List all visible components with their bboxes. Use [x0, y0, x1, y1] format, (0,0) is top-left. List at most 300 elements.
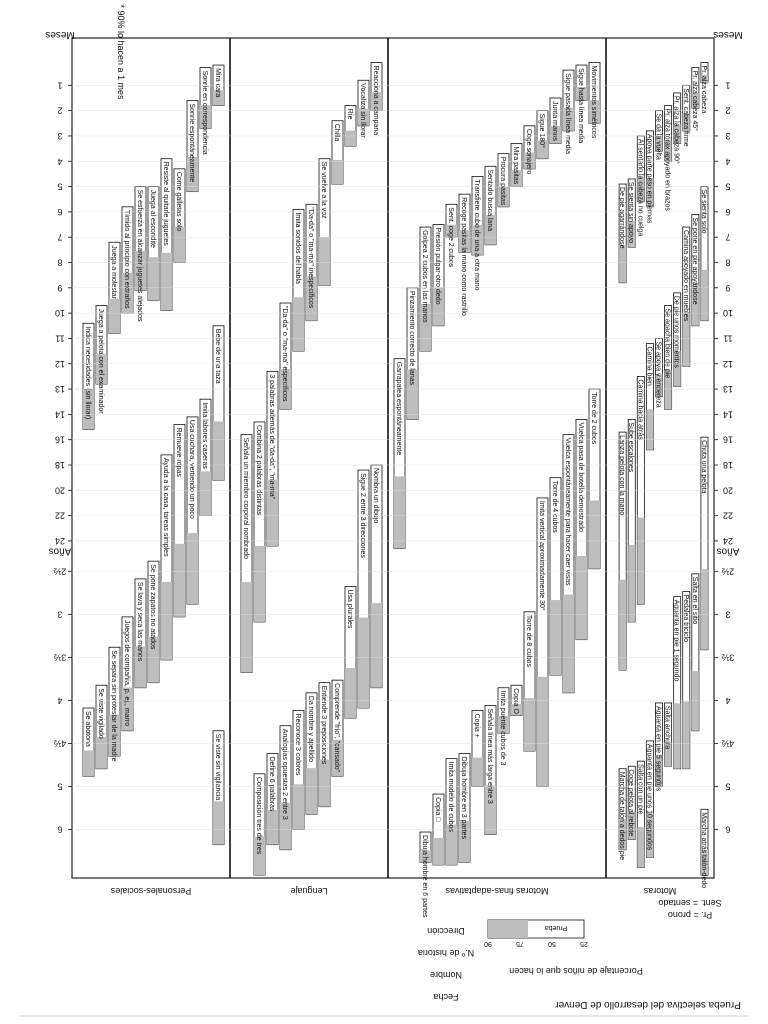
- item: [472, 176, 483, 290]
- item-label: Chuta una pelota: [699, 440, 707, 494]
- item: [174, 169, 185, 263]
- item-bar-shade: [674, 703, 681, 768]
- item: [345, 587, 356, 719]
- item: [691, 68, 699, 132]
- item-label: Se agacha bien de pie: [663, 308, 671, 379]
- item-label: Al sentarlo la cabeza no cuelga: [636, 138, 644, 237]
- item-label: Se separa sin protestar de la madre: [110, 650, 117, 762]
- item-label: Aguanta en pie 5 segundos: [654, 705, 662, 792]
- item-bar-shade: [161, 582, 172, 660]
- item-label: Pr. alza la cabeza 90°: [672, 95, 680, 164]
- item: [691, 574, 699, 731]
- axis-tick-label: 2: [725, 105, 731, 116]
- item: [187, 417, 198, 604]
- item-label: Se sienta solo: [699, 189, 707, 234]
- item: [645, 344, 653, 450]
- months-label: Meses: [713, 29, 743, 40]
- item-label: Imita modelo de cubos: [447, 761, 454, 833]
- axis-tick-label: 24: [54, 535, 66, 546]
- section-label: Motoras finas-adaptativas: [445, 886, 549, 896]
- item: [618, 184, 626, 283]
- axis-tick-label: 5: [57, 781, 63, 792]
- item-bar-shade: [187, 533, 198, 604]
- item-label: Coge sonajero: [525, 128, 532, 175]
- item: [332, 121, 343, 184]
- item: [241, 435, 252, 673]
- item-bar-shade: [213, 801, 224, 844]
- item: [446, 759, 457, 865]
- axis-tick-label: 20: [54, 485, 66, 496]
- item-bar-shade: [701, 569, 708, 650]
- item: [645, 131, 653, 224]
- axis-tick-label: 12: [54, 358, 66, 369]
- axis-tick-label: 16: [54, 434, 66, 445]
- item: [267, 754, 278, 845]
- item-bar-shade: [358, 618, 369, 708]
- axis-tick-label: 4: [725, 695, 731, 706]
- item: [213, 731, 224, 845]
- item: [161, 455, 172, 660]
- item: [673, 597, 681, 769]
- axis-tick-label: 20: [722, 485, 734, 496]
- item-bar-shade: [345, 668, 356, 718]
- item: [407, 288, 418, 420]
- axis-tick-label: 2: [57, 105, 63, 116]
- item-label: Se pone zapatos no atados: [149, 564, 156, 650]
- item-label: Se vuelve a la voz: [320, 161, 327, 219]
- item-bar-shade: [161, 253, 172, 311]
- item: [459, 754, 470, 863]
- item: [122, 617, 133, 731]
- axis-tick-label: 18: [722, 460, 734, 470]
- item-label: Pinzamiento correcto de lanas: [408, 290, 415, 385]
- item: [498, 154, 509, 207]
- item-label: Aguanta en pie 1 segundo: [672, 599, 680, 682]
- item: [673, 93, 681, 164]
- item: [700, 63, 708, 114]
- item-bar-shade: [96, 737, 107, 769]
- item-label: "Da-da" o "ma-ma" específicos: [281, 306, 288, 402]
- item-label: Nombra un dibujo: [372, 468, 379, 524]
- item-bar-shade: [619, 245, 626, 283]
- axis-tick-label: 18: [54, 460, 66, 470]
- item: [524, 126, 535, 175]
- item-bar-shade: [394, 476, 405, 548]
- axis-tick-label: 7: [57, 232, 63, 243]
- item-bar-shade: [637, 827, 644, 867]
- item-label: Transfiere cubo de una a otra mano: [473, 179, 480, 291]
- form-field: N.º de historia: [417, 948, 475, 958]
- axis-tick-label: 14: [722, 409, 734, 420]
- axis-tick-label: 16: [722, 434, 734, 445]
- item: [420, 832, 431, 918]
- axis-tick-label: 2½: [53, 566, 67, 577]
- item-bar-shade: [306, 768, 317, 814]
- axis-tick-label: 6: [57, 206, 63, 217]
- item-label: Comprende "frío", "cansado": [333, 683, 340, 773]
- item: [446, 204, 457, 267]
- item-label: Sonríe en correspondencia: [201, 70, 208, 155]
- item-bar-shade: [433, 838, 444, 865]
- item: [498, 688, 509, 766]
- axis-tick-label: 22: [722, 510, 734, 521]
- item-label: Se apoya y endereza: [654, 341, 662, 408]
- axis-tick-label: 10: [722, 308, 734, 319]
- item-label: Presión pulgar-otro dedo: [434, 227, 441, 305]
- item: [691, 214, 699, 325]
- item-label: Movimientos simétricos: [590, 65, 597, 139]
- item-label: Mira pasitas: [512, 146, 519, 185]
- item-bar-shade: [83, 750, 94, 776]
- item-label: Se abotona: [84, 711, 91, 747]
- axis-tick-label: 3½: [53, 652, 67, 663]
- item: [135, 579, 146, 688]
- item: [135, 187, 146, 322]
- footnote: * 90% lo hacen a 1 mes: [116, 4, 126, 100]
- item-bar-shade: [109, 299, 120, 334]
- item: [563, 435, 574, 693]
- item-label: Marcha de talón a dedos pie: [618, 771, 626, 861]
- form-header: [20, 898, 748, 1016]
- item-label: Indica necesidades (sin llorar): [84, 326, 91, 420]
- item-label: Coge pelota al rebote: [627, 769, 635, 837]
- item-label: Golpea 2 cubos en las manos: [421, 230, 428, 323]
- item-bar-shade: [293, 297, 304, 351]
- axis-tick-label: 2½: [721, 566, 735, 577]
- item: [550, 98, 561, 144]
- item-label: Sent. cabeza firme: [681, 88, 689, 147]
- item-label: Sentado busca lana: [486, 169, 493, 232]
- item: [550, 478, 561, 675]
- item-label: Composición tres de tres: [255, 776, 262, 855]
- item-bar-shade: [637, 518, 644, 605]
- axis-tick-label: 4: [725, 156, 731, 167]
- item-bar-shade: [692, 671, 699, 731]
- item-bar-shade: [371, 603, 382, 688]
- item-label: Junta manos: [551, 100, 558, 142]
- item-bar-shade: [174, 544, 185, 617]
- item-label: Se viste sin vigilancia: [214, 733, 221, 801]
- item: [358, 470, 369, 708]
- item-bar-shade: [646, 409, 653, 449]
- item-label: Procura pasitas: [499, 156, 506, 206]
- item: [537, 498, 548, 787]
- item-bar-shade: [241, 582, 252, 672]
- legend-tick: 75: [516, 940, 524, 947]
- item-label: Juega al escondite: [149, 189, 156, 248]
- item-label: Remueve ropas: [175, 427, 182, 477]
- item-label: Camina apoyado en muebles: [681, 230, 689, 322]
- item-label: Define 6 palabras: [268, 756, 275, 812]
- item-label: Marcha atrás talón-dedo: [699, 812, 707, 889]
- item-label: Se pone en pie apoyándose: [690, 217, 698, 305]
- item: [345, 106, 356, 147]
- item-label: Se esfuerza en alcanzar juguetes alejados: [136, 189, 143, 322]
- item-label: Juegos de compañía, p. ej., marro: [123, 619, 130, 727]
- item-bar-shade: [550, 600, 561, 675]
- legend-tick: 90: [484, 940, 492, 947]
- item: [511, 144, 522, 187]
- item: [589, 63, 600, 139]
- item-label: Analogías opuestas 2 entre 3: [281, 728, 288, 820]
- item: [459, 194, 470, 316]
- axis-tick-label: 1: [57, 80, 63, 91]
- item-bar-shade: [319, 760, 330, 807]
- item-label: Sigue hasta línea media: [577, 68, 584, 144]
- item-bar-shade: [524, 698, 535, 751]
- item-label: Lanza pelota con la mano: [618, 435, 626, 516]
- axis-tick-label: 22: [54, 510, 66, 521]
- item: [267, 371, 278, 546]
- item: [306, 693, 317, 815]
- item-bar-shade: [319, 237, 330, 285]
- item-label: Se da la vuelta: [654, 113, 662, 160]
- item-bar-shade: [628, 545, 635, 622]
- item: [485, 705, 496, 834]
- item: [636, 136, 644, 236]
- item-label: Sonríe espontáneamente: [188, 103, 195, 183]
- item-label: Come galletas solo: [175, 171, 182, 232]
- section-label: Personales-sociales: [110, 886, 192, 896]
- item: [332, 680, 343, 776]
- item: [293, 711, 304, 830]
- axis-tick-label: 5: [725, 781, 731, 792]
- axis-tick-label: 24: [722, 535, 734, 546]
- item: [280, 726, 291, 850]
- item: [655, 111, 663, 160]
- item: [485, 166, 496, 244]
- item-label: Sent. coge 2 cubos: [447, 207, 454, 268]
- item-label: De pie unos momentos: [672, 295, 680, 368]
- item-label: Copia O: [512, 688, 519, 714]
- item-label: Juega a molestar: [110, 245, 117, 299]
- item-label: Imita sonidos del habla: [294, 212, 301, 284]
- item-label: Sigue 2 entre 3 direcciones: [359, 473, 366, 558]
- item: [148, 187, 159, 301]
- axis-tick-label: 3: [725, 130, 731, 141]
- item-label: Vuelca espontáneamente para hacer caer visas: [564, 437, 571, 586]
- axis-tick-label: 8: [725, 257, 731, 268]
- item: [700, 187, 708, 321]
- item-label: Combina 2 palabras distintas: [255, 424, 262, 516]
- axis-tick-label: 8: [57, 257, 63, 268]
- item: [280, 303, 291, 409]
- item-bar-shade: [254, 546, 265, 622]
- axis-tick-label: 4½: [53, 738, 67, 749]
- item-bar-shade: [200, 471, 211, 515]
- item: [200, 399, 211, 515]
- item: [394, 359, 405, 549]
- item: [472, 711, 483, 787]
- item: [636, 761, 644, 867]
- item-label: Se lava y seca las manos: [136, 581, 143, 662]
- item: [673, 293, 681, 387]
- item-label: Camina hacia atrás: [636, 379, 644, 440]
- item-bar-shade: [267, 810, 278, 845]
- axis-tick-label: 9: [725, 282, 731, 293]
- item: [655, 703, 663, 792]
- item: [655, 338, 663, 407]
- axis-tick-label: 6: [725, 824, 731, 835]
- item: [200, 68, 211, 155]
- item: [319, 159, 330, 286]
- item: [700, 437, 708, 650]
- item-label: Reacciona a campana: [372, 65, 379, 136]
- item-bar-shade: [345, 131, 356, 146]
- axis-tick-label: 1: [725, 80, 731, 91]
- item-label: Resiste al quitarle juguetes: [162, 161, 169, 246]
- section-label: Lenguaje: [290, 886, 328, 896]
- item: [664, 703, 672, 766]
- item-bar-shade: [332, 160, 343, 184]
- item-label: Sigue pasada línea media: [564, 73, 571, 155]
- item-bar-shade: [537, 677, 548, 787]
- axis-tick-label: 5: [57, 181, 63, 192]
- item-label: Se sienta sin apoyo: [627, 181, 635, 244]
- item: [433, 225, 444, 326]
- item-label: Pr. alza cabeza 45°: [690, 70, 698, 131]
- item: [254, 422, 265, 622]
- item-label: Ríe: [346, 108, 353, 120]
- item-bar-shade: [619, 580, 626, 670]
- item-bar-shade: [563, 595, 574, 693]
- axis-tick-label: 3: [57, 609, 63, 620]
- item-label: Aguanta en pie unos 10 segundos: [645, 743, 653, 851]
- item: [83, 708, 94, 776]
- item: [563, 70, 574, 154]
- item: [618, 769, 626, 860]
- item: [371, 465, 382, 688]
- legend-shade: [488, 920, 528, 938]
- item-label: Juega a pelota con el examinador: [97, 308, 104, 414]
- item-bar-shade: [174, 227, 185, 263]
- form-field: Nombre: [429, 970, 463, 980]
- months-label: Meses: [45, 29, 75, 40]
- item-label: Imita labores caseras: [201, 402, 208, 469]
- item-label: Recoge pasitas la mano como rastrillo: [460, 197, 467, 316]
- item-label: Salta con un pie: [636, 764, 644, 815]
- item: [96, 685, 107, 769]
- item: [371, 63, 382, 136]
- item-label: Pr. alza cabeza: [699, 65, 707, 114]
- item-label: Dibuja hombre en 6 partes: [421, 835, 428, 918]
- item: [664, 306, 672, 410]
- item-bar-shade: [683, 313, 690, 366]
- abbrev: Pr. = prono: [667, 910, 713, 920]
- item-bar-shade: [148, 257, 159, 300]
- item: [122, 207, 133, 313]
- axis-tick-label: 11: [55, 333, 65, 344]
- form-field: Fecha: [433, 992, 459, 1002]
- axis-tick-label: 3: [57, 130, 63, 141]
- abbrev: Sent. = sentado: [658, 898, 722, 908]
- item: [148, 561, 159, 683]
- axis-tick-label: 4½: [721, 738, 735, 749]
- item: [576, 419, 587, 639]
- form-title: Prueba selectiva del desarrollo de Denver: [555, 999, 741, 1010]
- item: [293, 209, 304, 351]
- legend-tick: 50: [548, 940, 556, 947]
- item: [645, 741, 653, 857]
- item-bar-shade: [472, 758, 483, 787]
- axis-tick-label: 13: [54, 384, 66, 395]
- item: [682, 592, 690, 769]
- item: [700, 809, 708, 888]
- axis-tick-label: 5: [725, 181, 731, 192]
- form-field: Dirección: [427, 926, 465, 936]
- item: [174, 425, 185, 617]
- axis-tick-label: 4: [57, 156, 63, 167]
- item-label: Tímido al principio con extraños: [123, 209, 130, 309]
- item-label: Camina bien: [645, 346, 653, 386]
- item-label: Imita puente cubos de 3: [499, 690, 506, 766]
- item-label: Vocaliza sin llorar: [359, 83, 366, 138]
- item-label: Torre de 4 cubos: [551, 480, 558, 533]
- item: [589, 389, 600, 569]
- axis-tick-label: 11: [723, 333, 733, 344]
- section-label: Motoras: [643, 886, 677, 896]
- axis-tick-label: 12: [722, 358, 734, 369]
- item-label: Usa plurales: [346, 589, 353, 629]
- item: [358, 80, 369, 138]
- legend-box-label: Prueba: [544, 924, 568, 931]
- item-label: "Da-da" o "ma-ma" inespecíficos: [307, 207, 314, 309]
- item-label: Ayuda a la casa, tareas simples: [162, 457, 169, 557]
- item-label: Sube escalones: [627, 422, 635, 473]
- item: [627, 419, 635, 622]
- item-bar-shade: [576, 556, 587, 640]
- item-label: Imita vertical aproximadamente 30°: [538, 500, 545, 611]
- item-label: Vuelca pasa de botella demostrado: [577, 422, 584, 532]
- item: [524, 612, 535, 751]
- item-label: Usa cuchara, vertiendo un poco: [188, 419, 195, 519]
- item-label: Señala un miembro corporal nombrado: [242, 437, 249, 560]
- axis-tick-label: 14: [54, 409, 66, 420]
- item-label: Se viste vigilado: [97, 688, 104, 739]
- item-label: Salta anchura: [663, 705, 671, 750]
- item: [187, 101, 198, 192]
- item-label: Torre de 2 cubos: [590, 392, 597, 445]
- item: [618, 432, 626, 670]
- years-label: Años: [716, 545, 740, 557]
- axis-tick-label: 3: [725, 609, 731, 620]
- item: [537, 111, 548, 159]
- item-label: De pie agarrándose: [618, 187, 626, 249]
- item-label: Pr. alza tórax apoyado en brazos: [663, 108, 671, 211]
- item: [627, 766, 635, 839]
- years-label: Años: [48, 545, 72, 557]
- axis-tick-label: 6: [725, 206, 731, 217]
- item: [664, 106, 672, 212]
- item: [682, 227, 690, 366]
- item-label: Torre de 8 cubos: [525, 614, 532, 667]
- item-label: Da nombre y apellido: [307, 695, 314, 762]
- axis-tick-label: 4: [57, 695, 63, 706]
- item-label: Copia □: [434, 797, 441, 822]
- item-bar-shade: [589, 500, 600, 568]
- item-label: Sigue 180°: [538, 113, 545, 148]
- axis-tick-label: 13: [722, 384, 734, 395]
- axis-tick-label: 10: [54, 308, 66, 319]
- item: [254, 774, 265, 875]
- item-label: Reconoce 3 colores: [294, 713, 301, 776]
- item-label: 3 palabras además de "da-da", "ma-ma": [268, 374, 275, 500]
- item-label: Garrapatea espontáneamente: [395, 361, 402, 456]
- item: [420, 227, 431, 351]
- item-label: Chilla: [333, 123, 340, 142]
- axis-tick-label: 9: [57, 282, 63, 293]
- item: [682, 85, 690, 146]
